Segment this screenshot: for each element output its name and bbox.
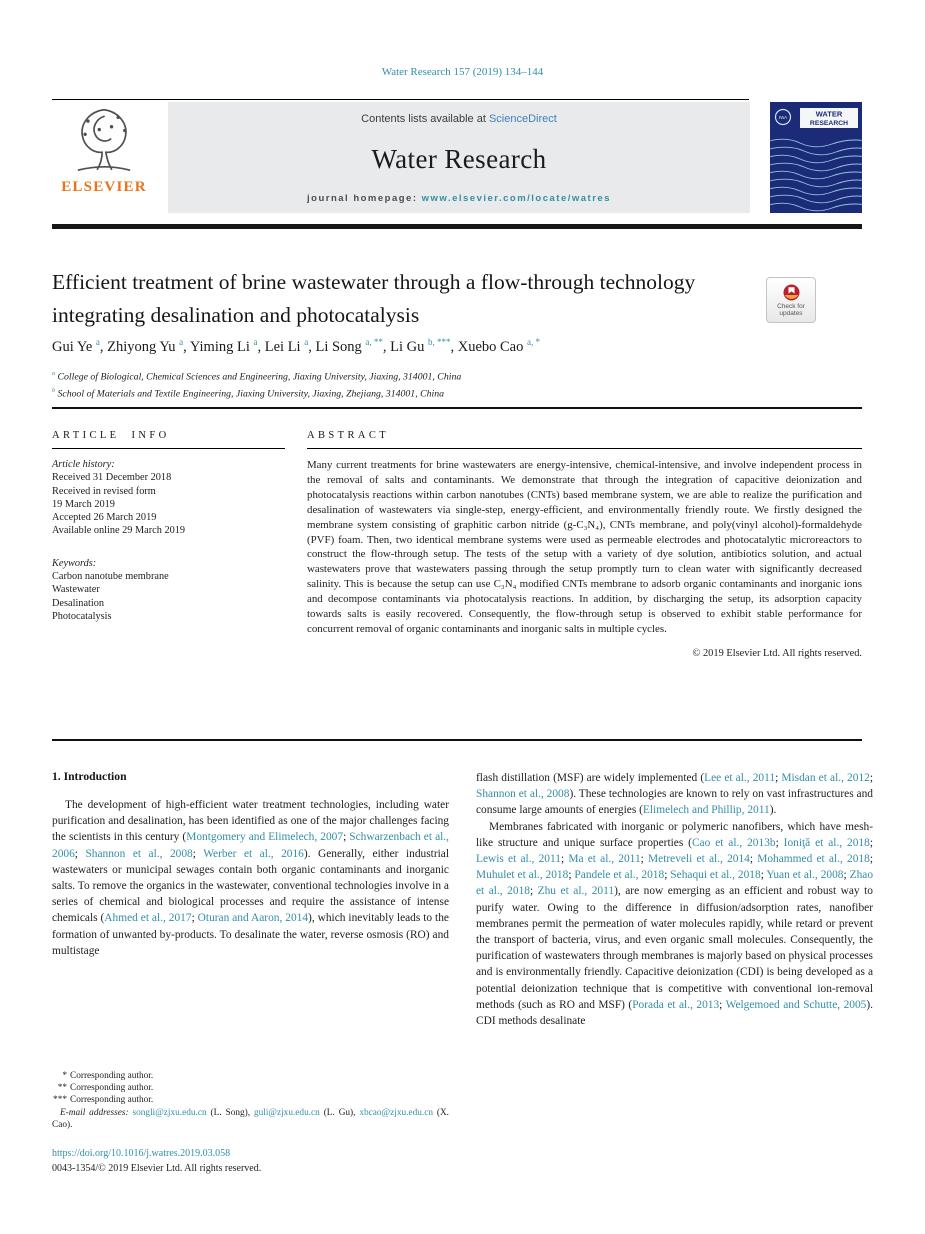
- citation-link[interactable]: Zhao et al., 2018: [476, 869, 874, 898]
- email-link[interactable]: guli@zjxu.edu.cn: [253, 1108, 320, 1118]
- affiliation-a: [52, 367, 842, 384]
- text-segment: Membranes fabricated with inorganic or polymeric nanofibers, which have mesh-like structure and unique surface properties (: [476, 820, 873, 849]
- citation-link[interactable]: Muhulet et al., 2018: [476, 869, 569, 882]
- homepage-line: [307, 193, 611, 204]
- abstract-heading: ABSTRACT: [307, 430, 390, 441]
- article-info-heading: ARTICLE INFO: [52, 430, 170, 441]
- iwa-logo: IWA: [778, 115, 788, 120]
- doi-link[interactable]: https://doi.org/10.1016/j.watres.2019.03.058: [52, 1148, 231, 1159]
- text-segment: , Li Song: [308, 338, 366, 355]
- abstract-column: [307, 430, 862, 659]
- keywords-label: Keywords:: [52, 557, 97, 569]
- journal-title: Water Research: [371, 143, 547, 174]
- text-segment: ). CDI methods desalinate: [476, 998, 874, 1028]
- title-section-rule: [52, 407, 862, 409]
- email-addresses-note: [52, 1107, 449, 1131]
- text-segment: a: [179, 337, 184, 347]
- article-title: Efficient treatment of brine wastewater through a flow-through technology integrating desalination and photocatalysis: [52, 270, 696, 327]
- author-list: [52, 337, 842, 356]
- check-for-updates-label: Check for updates: [777, 302, 805, 317]
- citation-link[interactable]: Porada et al., 2013: [632, 998, 720, 1011]
- text-segment: (L. Gu),: [319, 1108, 360, 1118]
- keyword: Wastewater: [52, 584, 100, 596]
- text-segment: The development of high-efficient water treatment technologies, including water purification and desalination, has been identified as one of the major challenges facing the scientists in this century (: [52, 799, 449, 844]
- article-info-column: [52, 430, 285, 623]
- text-segment: ;: [343, 831, 350, 844]
- page-footer: [52, 1146, 261, 1176]
- contents-line: [361, 113, 557, 125]
- elsevier-tree-icon: [71, 104, 137, 174]
- text-segment: , Lei Li: [257, 338, 305, 355]
- citation-link[interactable]: Misdan et al., 2012: [781, 772, 870, 784]
- masthead-divider-rule: [52, 224, 862, 229]
- text-segment: ), are now emerging as an efficient and robust way to purify water. Owing to the difference in diffusion/adsorption rates, nanofiber membranes permit the permeation of water molecules rapidly, while retard or prevent the transport of bacteria, virus, and even organic small molecules. Consequently, the purification of wastewaters through membranes is majorly based on physical processes and is environmentally friendly. Capacitive deionization (CDI) is being developed as a potential deionization technique that is competitive with conventional ion-removal methods (such as RO and MSF) (: [476, 885, 874, 1011]
- text-segment: (L. Song),: [206, 1108, 254, 1118]
- text-segment: Gui Ye: [52, 338, 96, 355]
- header-top-rule: [52, 99, 749, 100]
- text-segment: School of Materials and Textile Engineering, Jiaxing University, Jiaxing, Zhejiang, 314001, China: [55, 388, 445, 400]
- text-segment: ). Generally, either industrial wastewaters or municipal sewages contain both organic contaminants and inorganic salts. To remove the organics in the wastewater, conventional technologies involve in a series of chemical and biological processes and require the assistance of intense chemicals (: [52, 847, 449, 925]
- abstract-rule: [307, 448, 862, 449]
- elsevier-wordmark: ELSEVIER: [61, 179, 147, 195]
- history-line: Received 31 December 2018: [52, 472, 172, 484]
- citation-link[interactable]: Zhu et al., 2011: [537, 885, 615, 898]
- text-segment: a, **: [365, 337, 383, 347]
- intro-paragraph-right-2: [476, 819, 873, 1030]
- text-segment: ;: [529, 885, 538, 898]
- keyword: Photocatalysis: [52, 610, 112, 622]
- text-segment: ;: [869, 853, 873, 866]
- journal-cover-image-icon: [770, 102, 862, 213]
- text-segment: a: [95, 337, 100, 347]
- text-segment: ;: [74, 847, 86, 860]
- citation-link[interactable]: Montgomery and Elimelech, 2007: [186, 831, 344, 844]
- text-segment: ;: [640, 853, 649, 866]
- text-segment: , Yiming Li: [183, 338, 254, 355]
- text-segment: ;: [191, 912, 198, 925]
- body-top-rule: [52, 739, 862, 741]
- citation-link[interactable]: Mohammed et al., 2018: [757, 853, 870, 866]
- article-history-block: [52, 458, 285, 538]
- body-left-column: [52, 770, 449, 959]
- elsevier-logo[interactable]: [52, 104, 156, 212]
- text-segment: ). These technologies are known to rely on vast infrastructures and consume large amounts of energies (: [476, 788, 873, 817]
- corresponding-author-note: [52, 1082, 449, 1094]
- text-segment: b: [52, 388, 56, 395]
- homepage-link[interactable]: www.elsevier.com/locate/watres: [421, 193, 611, 204]
- text-segment: ;: [568, 869, 575, 882]
- citation-link[interactable]: Pandele et al., 2018: [574, 869, 665, 882]
- journal-citation-link[interactable]: Water Research 157 (2019) 134–144: [381, 66, 544, 78]
- text-segment: ;: [843, 869, 850, 882]
- intro-paragraph-right-1: [476, 770, 873, 819]
- citation-link[interactable]: Elimelech and Phillip, 2011: [642, 804, 770, 817]
- journal-cover[interactable]: [770, 102, 862, 213]
- email-link[interactable]: xbcao@zjxu.edu.cn: [359, 1108, 433, 1118]
- footnote-text: Corresponding author.: [70, 1071, 154, 1081]
- history-line: Accepted 26 March 2019: [52, 512, 157, 524]
- text-segment: a: [253, 337, 258, 347]
- abstract-copyright: © 2019 Elsevier Ltd. All rights reserved.: [692, 647, 862, 659]
- citation-link[interactable]: Lee et al., 2011: [704, 772, 776, 784]
- abstract-text: Many current treatments for brine wastewaters are energy-intensive, chemical-intensive, and involve independent process in the removal of salts and contaminants. We demonstrate that through the integration of capacitive deionization and photocatalysis reactions within carbon nanotubes (CNTs) based membrane system, we are able to realize the purification and desalination of wastewaters via single-step, energy-efficient, and environmentally friendly route. We firstly designed the membrane system consisting of graphitic carbon nitride (g-C₃N₄), CNTs membrane, and poly(vinyl alcohol)-formaldehyde (PVF) foam. Then, two identical membrane systems were used as permeable electrodes and photocatalytic microreactors to construct the flow-through setup. The tests of the setup with a variety of dye solution, antibiotics solution, and actual wastewaters prove that wastewaters passing through the setup promptly turn to clean water with significantly decreased salinity. This is because the setup can use C₃N₄ modified CNTs membrane to adsorb organic contaminants and inorganic ions and decompose contaminants via photocatalysis reactions. In addition, by discharging the setup, its adsorption capacity towards salts is easily recovered. Consequently, the flow-through setup is observed to exhibit stable performance for concurrent removal of organic contaminants and inorganic salts in multiple cycles.: [307, 459, 862, 635]
- history-line: 19 March 2019: [52, 498, 115, 510]
- section-heading-introduction: 1. Introduction: [52, 770, 127, 783]
- footnote-marker: **: [57, 1083, 67, 1093]
- citation-link[interactable]: Ahmed et al., 2017: [104, 912, 192, 925]
- citation-link[interactable]: Oturan and Aaron, 2014: [197, 912, 309, 925]
- footnotes: [52, 1070, 449, 1131]
- text-segment: flash distillation (MSF) are widely implemented (: [476, 772, 705, 784]
- issn-copyright-line: 0043-1354/© 2019 Elsevier Ltd. All rights reserved.: [52, 1163, 262, 1174]
- citation-link[interactable]: Welgemoed and Schutte, 2005: [725, 998, 867, 1011]
- text-segment: , Li Gu: [382, 338, 428, 355]
- text-segment: ;: [869, 836, 873, 849]
- citation-link[interactable]: Cao et al., 2013b: [691, 836, 776, 849]
- citation-link[interactable]: Yuan et al., 2008: [766, 869, 844, 882]
- text-segment: , Xuebo Cao: [450, 338, 527, 355]
- text-segment: , Zhiyong Yu: [99, 338, 180, 355]
- article-history-label: Article history:: [52, 459, 115, 470]
- footnote-text: Corresponding author.: [70, 1083, 154, 1093]
- citation-link[interactable]: Metreveli et al., 2014: [648, 853, 750, 866]
- text-segment: ).: [769, 804, 777, 817]
- body-right-column: [476, 770, 873, 1029]
- intro-paragraph-left: [52, 797, 449, 959]
- text-segment: a: [304, 337, 309, 347]
- footnote-marker: ***: [53, 1095, 67, 1105]
- text-segment: a: [52, 371, 56, 377]
- text-segment: b, ***: [428, 337, 451, 347]
- citation-link[interactable]: Shannon et al., 2008: [476, 788, 570, 801]
- affiliations: [52, 367, 842, 402]
- citation-link[interactable]: Ioniţă et al., 2018: [783, 836, 870, 849]
- text-segment: ;: [664, 869, 671, 882]
- homepage-label: journal homepage:: [307, 193, 422, 204]
- keyword: Desalination: [52, 597, 105, 609]
- email-link[interactable]: songli@zjxu.edu.cn: [132, 1108, 207, 1118]
- text-segment: (X. Cao).: [52, 1108, 450, 1130]
- citation-link[interactable]: Schwarzenbach et al., 2006: [52, 831, 449, 860]
- text-segment: ;: [192, 847, 204, 860]
- text-segment: ;: [775, 836, 784, 849]
- history-line: Received in revised form: [52, 485, 156, 497]
- text-segment: ;: [869, 772, 874, 784]
- text-segment: ;: [719, 998, 726, 1011]
- citation-link[interactable]: Werber et al., 2016: [203, 847, 304, 860]
- corresponding-author-note: [52, 1070, 449, 1082]
- text-segment: E-mail addresses:: [60, 1108, 133, 1118]
- contents-prefix: Contents lists available at: [361, 113, 489, 125]
- citation-link[interactable]: Sehaqui et al., 2018: [670, 869, 761, 882]
- cover-title-line1: WATER: [815, 109, 843, 119]
- text-segment: ;: [749, 853, 758, 866]
- crossmark-icon: [783, 284, 800, 301]
- affiliation-b: [52, 384, 842, 401]
- footnote-marker: *: [62, 1071, 67, 1081]
- text-segment: ;: [775, 772, 782, 784]
- text-segment: ), which inevitably leads to the formation of unwanted by-products. To desalinate the water, reverse osmosis (RO) and multistage: [52, 912, 449, 957]
- text-segment: College of Biological, Chemical Sciences and Engineering, Jiaxing University, Jiaxing, 314001, China: [55, 371, 462, 383]
- history-line: Available online 29 March 2019: [52, 525, 186, 537]
- article-info-abstract-section: [52, 430, 862, 730]
- journal-header-band: [52, 101, 862, 213]
- keyword: Carbon nanotube membrane: [52, 571, 169, 583]
- keywords-block: [52, 557, 285, 623]
- sciencedirect-link[interactable]: ScienceDirect: [488, 113, 557, 125]
- article-info-rule: [52, 448, 285, 449]
- citation-link[interactable]: Lewis et al., 2011: [476, 853, 561, 866]
- cover-title-line2: RESEARCH: [809, 120, 849, 127]
- footnote-text: Corresponding author.: [70, 1095, 154, 1105]
- journal-masthead-box: [168, 102, 750, 213]
- text-segment: ;: [760, 869, 767, 882]
- text-segment: a, *: [526, 337, 540, 347]
- citation-link[interactable]: Ma et al., 2011: [568, 853, 641, 866]
- check-for-updates-badge[interactable]: [766, 277, 816, 323]
- corresponding-author-note: [52, 1094, 449, 1106]
- citation-link[interactable]: Shannon et al., 2008: [85, 847, 193, 860]
- text-segment: ;: [560, 853, 569, 866]
